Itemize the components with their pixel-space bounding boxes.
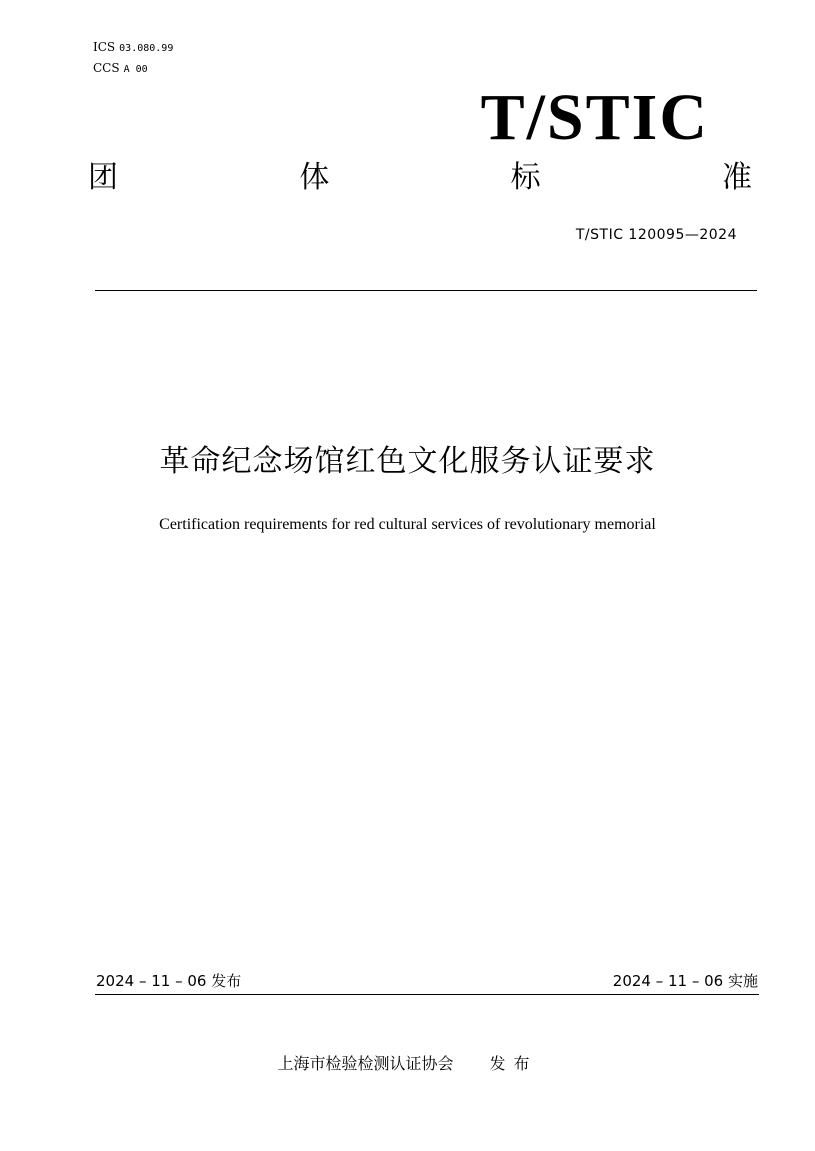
publisher-action: 发布 [489, 1054, 538, 1073]
footer-divider [95, 994, 759, 995]
ics-classification [93, 40, 173, 56]
ccs-code: A 00 [123, 64, 148, 75]
header-divider [95, 290, 757, 291]
ccs-classification [93, 61, 148, 77]
ccs-label: CCS [93, 61, 120, 75]
publisher-name: 上海市检验检测认证协会 [277, 1054, 454, 1073]
standard-type-char: 团 [88, 160, 118, 195]
ics-label: ICS [93, 40, 116, 54]
issue-date: 2024 – 11 – 06 发布 [96, 972, 242, 990]
standard-number: T/STIC 120095—2024 [575, 227, 737, 243]
standard-type-heading [88, 159, 752, 197]
organization-mark: T/STIC [480, 81, 709, 154]
document-title-chinese: 革命纪念场馆红色文化服务认证要求 [159, 444, 656, 479]
publisher-line [0, 1053, 815, 1075]
standard-type-char: 准 [721, 160, 752, 195]
document-title-english: Certification requirements for red cultural services of revolutionary memorial [159, 516, 656, 533]
ics-code: 03.080.99 [119, 43, 174, 54]
implementation-date: 2024 – 11 – 06 实施 [612, 972, 758, 990]
standard-type-char: 体 [299, 160, 330, 195]
standard-type-char: 标 [510, 160, 541, 195]
